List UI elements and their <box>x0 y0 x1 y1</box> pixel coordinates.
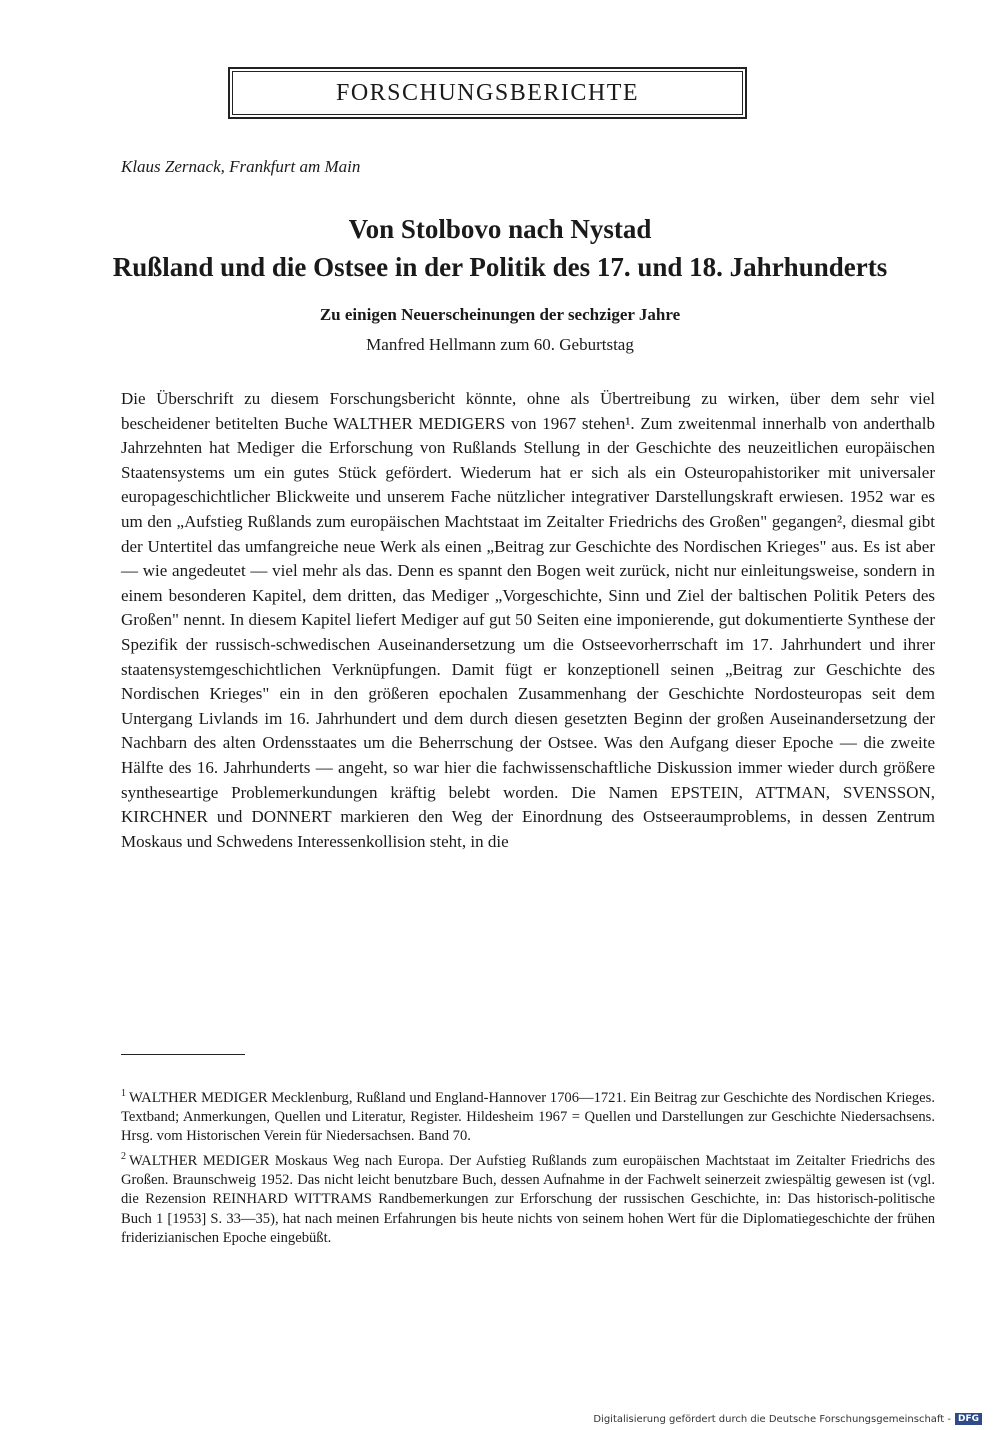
section-title: FORSCHUNGSBERICHTE <box>335 79 640 106</box>
credit-text: Digitalisierung gefördert durch die Deutsche Forschungsgemeinschaft - <box>593 1413 951 1425</box>
subtitle-line-1: Zu einigen Neuerscheinungen der sechziger Jahre <box>319 305 681 324</box>
section-header-box <box>228 67 747 119</box>
author-line: Klaus Zernack, Frankfurt am Main <box>121 157 361 176</box>
footnote-text: WALTHER MEDIGER Mecklenburg, Rußland und England-Hannover 1706—1721. Ein Beitrag zur Geschichte des Nordischen Krieges. Textband; Anmerkungen, Quellen und Literatur, Register. Hildesheim 1967 = Quellen und Darstellungen zur Geschichte Niedersachsens. Hrsg. vom Historischen Verein für Niedersachsen. Band 70. <box>121 1089 935 1145</box>
footnote-marker: 1 <box>121 1088 126 1099</box>
section-header-inner-frame <box>232 71 743 115</box>
body-paragraph: Die Überschrift zu diesem Forschungsbericht könnte, ohne als Übertreibung zu wirken, über dem sehr viel bescheidener betitelten Buche WALTHER MEDIGERS von 1967 stehen¹. Zum zweitenmal innerhalb von anderthalb Jahrzehnten hat Mediger die Erforschung von Rußlands Stellung in der Geschichte des neuzeitlichen europäischen Staatensystems um ein gutes Stück gefördert. Wiederum hat er sich als ein Osteuropahistoriker mit universaler europageschichtlicher Blickweite und unserem Fache nützlicher integrativer Darstellungskraft erwiesen. 1952 war es um den „Aufstieg Rußlands zum europäischen Machtstaat im Zeitalter Friedrichs des Großen" gegangen², diesmal gibt der Untertitel das umfangreiche neue Werk als einen „Beitrag zur Geschichte des Nordischen Krieges" aus. Es ist aber — wie angedeutet — viel mehr als das. Denn es spannt den Bogen weit zurück, nicht nur einleitungsweise, sondern in einem besonderen Kapitel, dem dritten, das Mediger „Vorgeschichte, Sinn und Ziel der baltischen Politik Peters des Großen" nennt. In diesem Kapitel liefert Mediger auf gut 50 Seiten eine imponierende, gut dokumentierte Synthese der Spezifik der russisch-schwedischen Auseinandersetzung um die Ostseevorherrschaft im 17. Jahrhundert und ihrer staatensystemgeschichtlichen Verknüpfungen. Damit fügt er konzeptionell seinen „Beitrag zur Geschichte des Nordischen Krieges" ein in den größeren epochalen Zusammenhang der Geschichte Nordosteuropas seit dem Untergang Livlands im 16. Jahrhundert und dem durch diesen gesetzten Beginn der großen Auseinandersetzung der Nachbarn des alten Ordensstaates um die Beherrschung der Ostsee. Was den Aufgang dieser Epoche — die zweite Hälfte des 16. Jahrhunderts — angeht, so war hier die fachwissenschaftliche Diskussion immer wieder durch größere syntheseartige Problemerkundungen kräftig belebt worden. Die Namen EPSTEIN, ATTMAN, SVENSSON, KIRCHNER und DONNERT markieren den Weg der Einordnung des Ostseeraumproblems, in dessen Zentrum Moskaus und Schwedens Interessenkollision steht, in die <box>121 389 935 851</box>
footnote-2 <box>121 1147 935 1248</box>
article-title-line-1: Von Stolbovo nach Nystad <box>348 214 652 244</box>
article-subtitle <box>60 300 940 360</box>
dfg-logo: DFG <box>955 1413 982 1425</box>
footnote-marker: 2 <box>121 1150 126 1162</box>
digitization-credit <box>593 1413 982 1425</box>
footnote-1 <box>121 1084 935 1147</box>
footnote-text: WALTHER MEDIGER Moskaus Weg nach Europa. Der Aufstieg Rußlands zum europäischen Machtstaat im Zeitalter Friedrichs des Großen. Braunschweig 1952. Das nicht leicht benutzbare Buch, dessen Aufnahme in der Fachwelt seinerzeit zwiespältig gewesen ist (vgl. die Rezension REINHARD WITTRAMS Randbemerkungen zur Erforschung der russischen Geschichte, in: Das historisch-politische Buch 1 [1953] S. 33—35), hat nach meinen Erfahrungen bis heute nichts von seinem hohen Wert für die Diplomatiegeschichte der frühen friderizianischen Epoche eingebüßt. <box>121 1152 935 1246</box>
footnotes <box>121 1084 935 1248</box>
article-title <box>60 210 940 286</box>
footnote-separator <box>121 1054 245 1055</box>
article-title-line-2: Rußland und die Ostsee in der Politik des 17. und 18. Jahrhunderts <box>112 252 888 282</box>
dedication-line: Manfred Hellmann zum 60. Geburtstag <box>366 335 634 354</box>
